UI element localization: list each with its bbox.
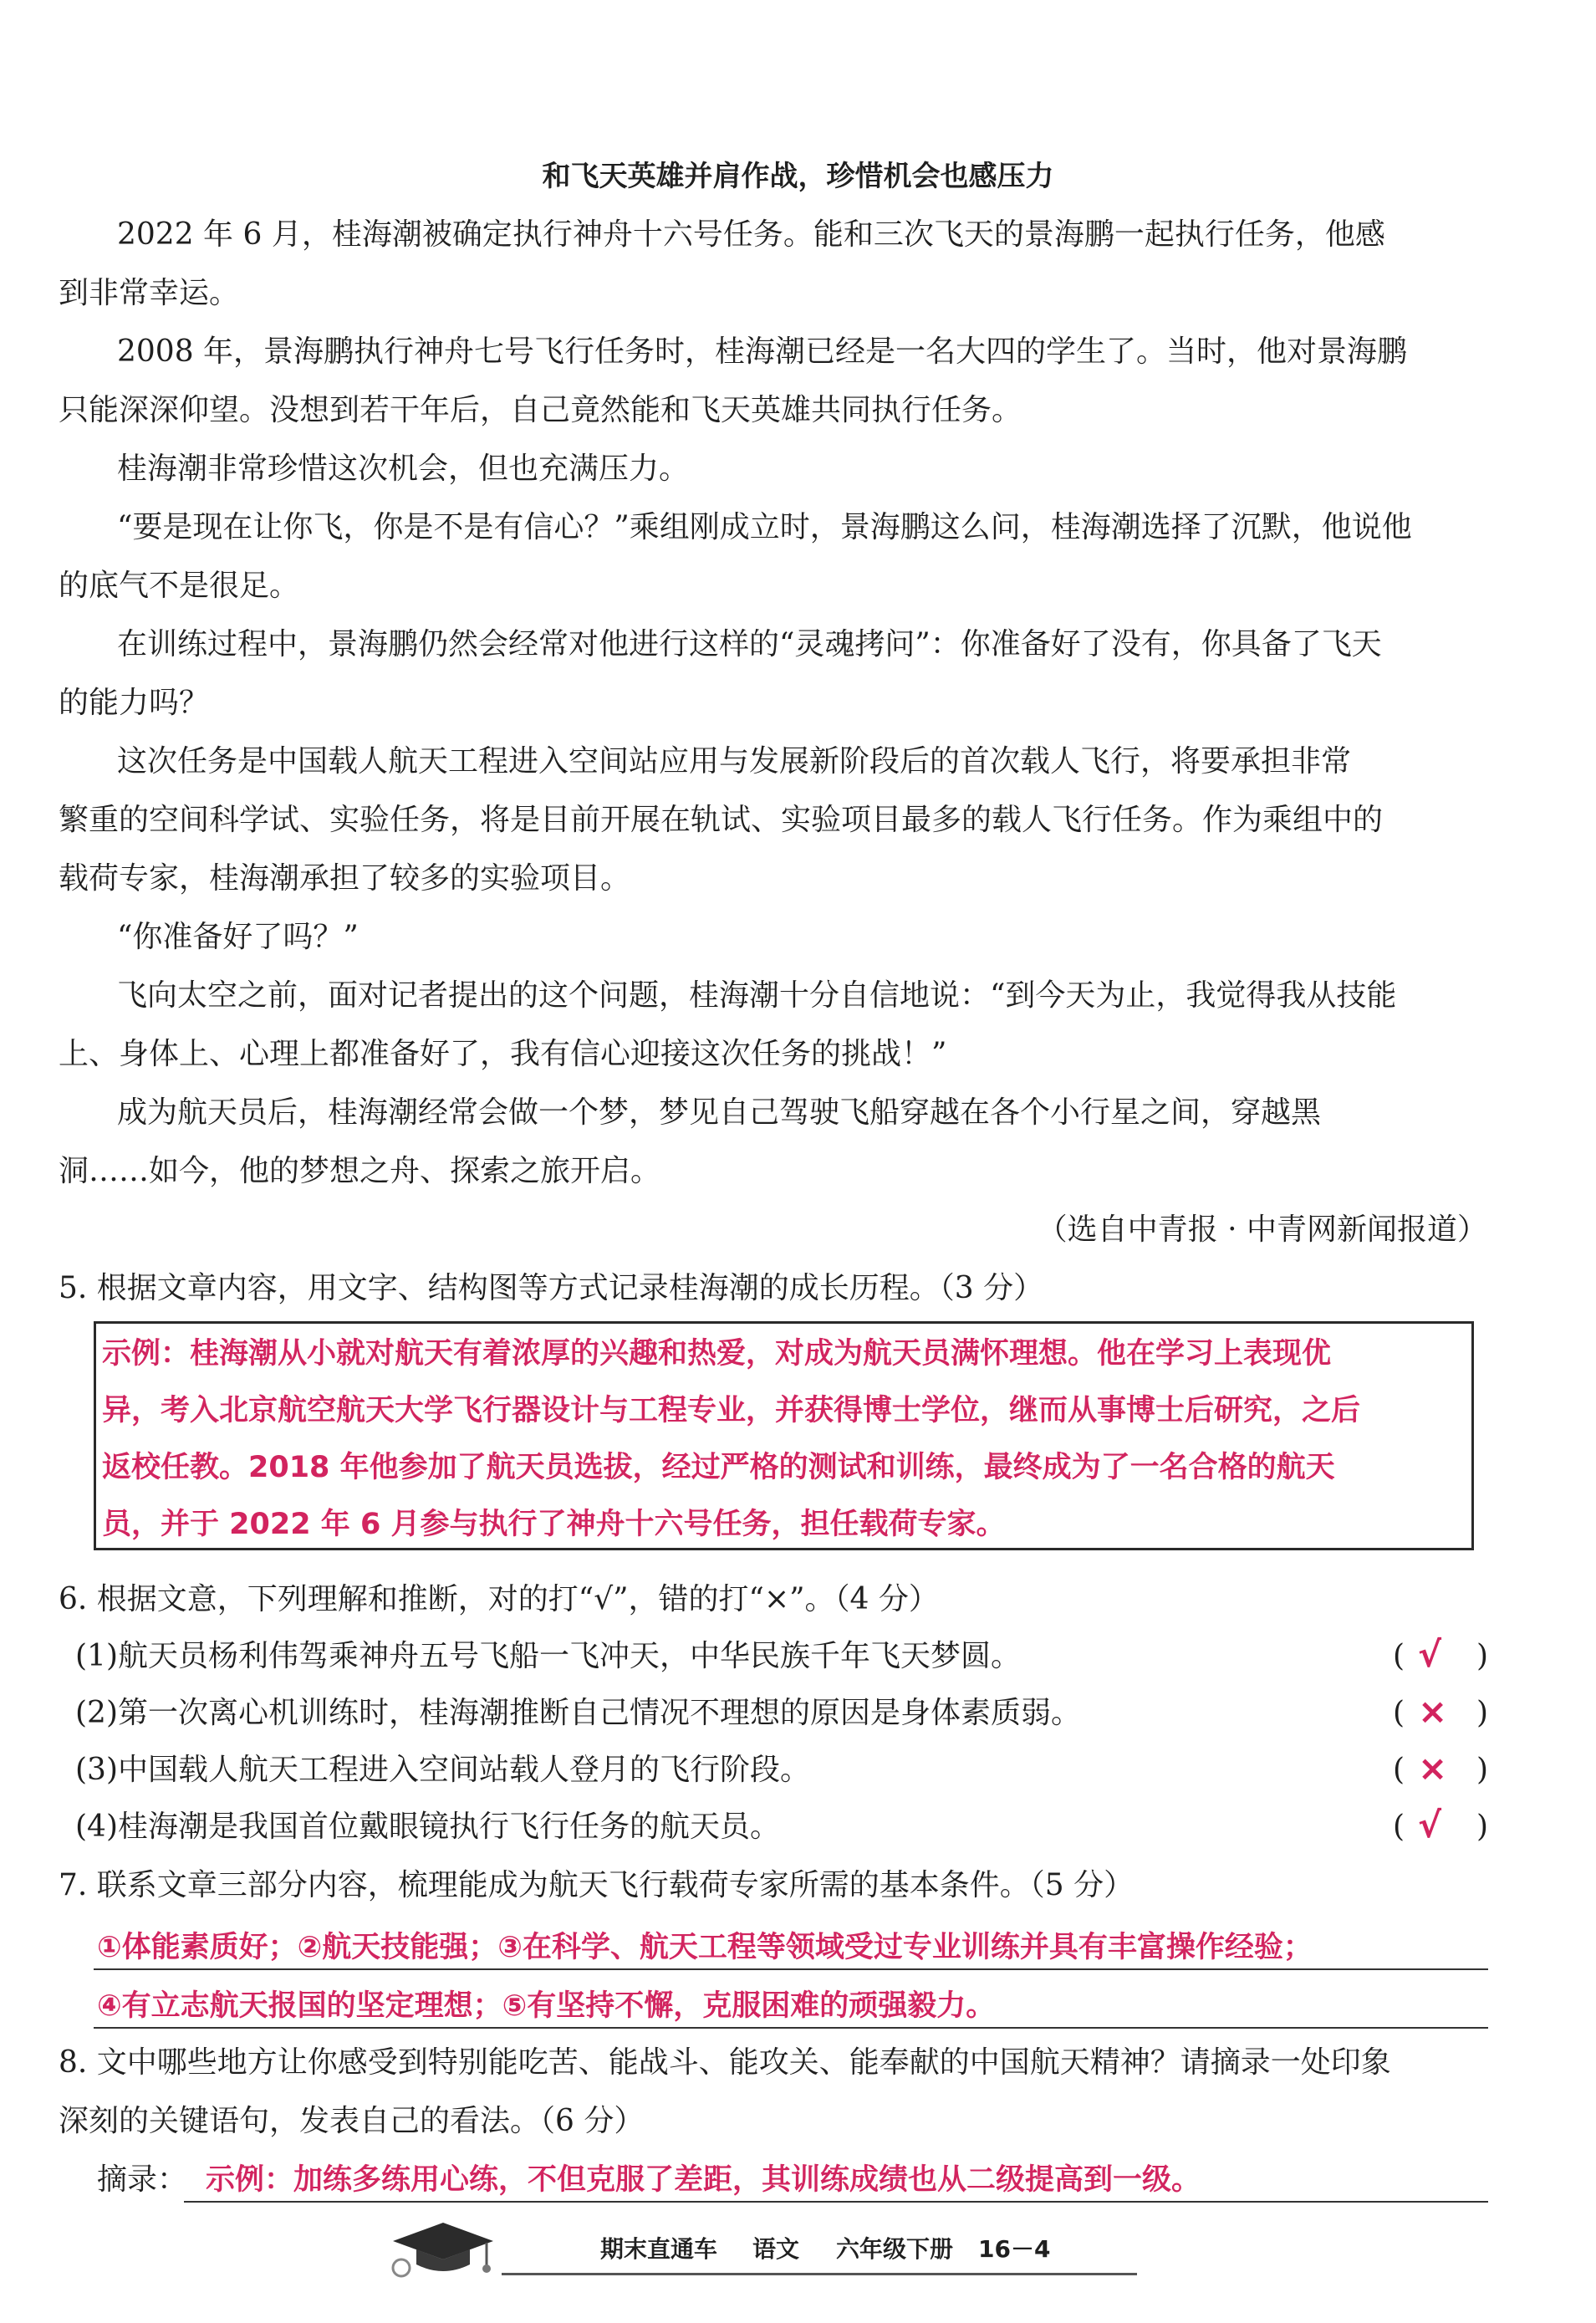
check-mark-icon: √ — [1418, 1805, 1442, 1846]
article-line: 2008 年，景海鹏执行神舟七号飞行任务时，桂海潮已经是一名大四的学生了。当时，他对景海鹏 — [117, 334, 1408, 369]
graduation-cap-icon — [376, 2216, 510, 2283]
paren-close: ) — [1476, 1753, 1489, 1787]
article-line: 飞向太空之前，面对记者提出的这个问题，桂海潮十分自信地说：“到今天为止，我觉得我从技能 — [117, 978, 1397, 1013]
answer-5-line: 示例：桂海潮从小就对航天有着浓厚的兴趣和热爱，对成为航天员满怀理想。他在学习上表现优 — [102, 1337, 1332, 1371]
judgment-item: (3)中国载人航天工程进入空间站载人登月的飞行阶段。 — [75, 1753, 810, 1787]
answer-7-line: ①体能素质好；②航天技能强；③在科学、航天工程等领域受过专业训练并具有丰富操作经验； — [97, 1931, 1313, 1964]
article-line: 桂海潮非常珍惜这次机会，但也充满压力。 — [117, 452, 690, 486]
paren-open: ( — [1393, 1810, 1405, 1844]
article-line: 成为航天员后，桂海潮经常会做一个梦，梦见自己驾驶飞船穿越在各个小行星之间，穿越黑 — [117, 1095, 1322, 1130]
excerpt-label: 摘录： — [97, 2162, 188, 2197]
article-line: 载荷专家，桂海潮承担了较多的实验项目。 — [59, 861, 631, 896]
answer-5-line: 返校任教。2018 年他参加了航天员选拔，经过严格的测试和训练，最终成为了一名合格的航天 — [102, 1451, 1335, 1484]
footer-grade: 六年级下册 — [836, 2235, 954, 2263]
article-line: 只能深深仰望。没想到若干年后，自己竟然能和飞天英雄共同执行任务。 — [59, 393, 1022, 427]
paren-open: ( — [1393, 1753, 1405, 1787]
article-line: 的能力吗？ — [59, 686, 210, 720]
page-number: 16－4 — [978, 2235, 1051, 2263]
paren-close: ) — [1476, 1639, 1489, 1673]
article-line: 在训练过程中，景海鹏仍然会经常对他进行这样的“灵魂拷问”：你准备好了没有，你具备了飞天 — [117, 627, 1382, 661]
question-6: 6. 根据文意，下列理解和推断，对的打“√”，错的打“×”。（4 分） — [59, 1582, 939, 1616]
answer-line-rule — [94, 2027, 1488, 2029]
article-line: 到非常幸运。 — [59, 276, 240, 310]
answer-line-rule — [94, 1968, 1488, 1970]
answer-5-line: 员，并于 2022 年 6 月参与执行了神舟十六号任务，担任载荷专家。 — [102, 1508, 1006, 1541]
answer-5-line: 异，考入北京航空航天大学飞行器设计与工程专业，并获得博士学位，继而从事博士后研究，之后 — [102, 1394, 1361, 1427]
article-source: （选自中青报 · 中青网新闻报道） — [1037, 1213, 1487, 1247]
article-line: 上、身体上、心理上都准备好了，我有信心迎接这次任务的挑战！” — [59, 1037, 947, 1071]
judgment-item: (1)航天员杨利伟驾乘神舟五号飞船一飞冲天，中华民族千年飞天梦圆。 — [75, 1639, 1021, 1673]
question-8: 深刻的关键语句，发表自己的看法。（6 分） — [59, 2104, 645, 2138]
paren-open: ( — [1393, 1639, 1405, 1673]
cross-mark-icon: × — [1418, 1691, 1448, 1732]
answer-7-line: ④有立志航天报国的坚定理想；⑤有坚持不懈，克服困难的顽强毅力。 — [97, 1989, 996, 2023]
paren-close: ) — [1476, 1696, 1489, 1730]
question-5: 5. 根据文章内容，用文字、结构图等方式记录桂海潮的成长历程。（3 分） — [59, 1271, 1044, 1305]
article-line: “要是现在让你飞，你是不是有信心？”乘组刚成立时，景海鹏这么问，桂海潮选择了沉默，他说他 — [117, 510, 1412, 544]
judgment-item: (2)第一次离心机训练时，桂海潮推断自己情况不理想的原因是身体素质弱。 — [75, 1696, 1081, 1730]
article-line: “你准备好了吗？” — [117, 920, 359, 954]
judgment-item: (4)桂海潮是我国首位戴眼镜执行飞行任务的航天员。 — [75, 1810, 780, 1844]
article-line: 这次任务是中国载人航天工程进入空间站应用与发展新阶段后的首次载人飞行，将要承担非常 — [117, 744, 1352, 779]
footer-series: 期末直通车 — [600, 2235, 718, 2263]
excerpt-answer: 示例：加练多练用心练，不但克服了差距，其训练成绩也从二级提高到一级。 — [206, 2163, 1201, 2197]
question-7: 7. 联系文章三部分内容，梳理能成为航天飞行载荷专家所需的基本条件。（5 分） — [59, 1868, 1135, 1902]
cross-mark-icon: × — [1418, 1748, 1448, 1789]
article-line: 2022 年 6 月，桂海潮被确定执行神舟十六号任务。能和三次飞天的景海鹏一起执行任务，他感 — [117, 217, 1385, 252]
article-title: 和飞天英雄并肩作战，珍惜机会也感压力 — [542, 160, 1054, 193]
check-mark-icon: √ — [1418, 1634, 1442, 1675]
article-line: 的底气不是很足。 — [59, 569, 300, 603]
article-line: 洞……如今，他的梦想之舟、探索之旅开启。 — [59, 1154, 661, 1188]
paren-open: ( — [1393, 1696, 1405, 1730]
footer-subject: 语文 — [752, 2235, 800, 2263]
footer-rule — [502, 2273, 1137, 2275]
article-line: 繁重的空间科学试、实验任务，将是目前开展在轨试、实验项目最多的载人飞行任务。作为乘组中的 — [59, 803, 1384, 837]
paren-close: ) — [1476, 1810, 1489, 1844]
answer-line-rule — [184, 2201, 1488, 2203]
question-8: 8. 文中哪些地方让你感受到特别能吃苦、能战斗、能攻关、能奉献的中国航天精神？请摘录一处印象 — [59, 2045, 1391, 2080]
